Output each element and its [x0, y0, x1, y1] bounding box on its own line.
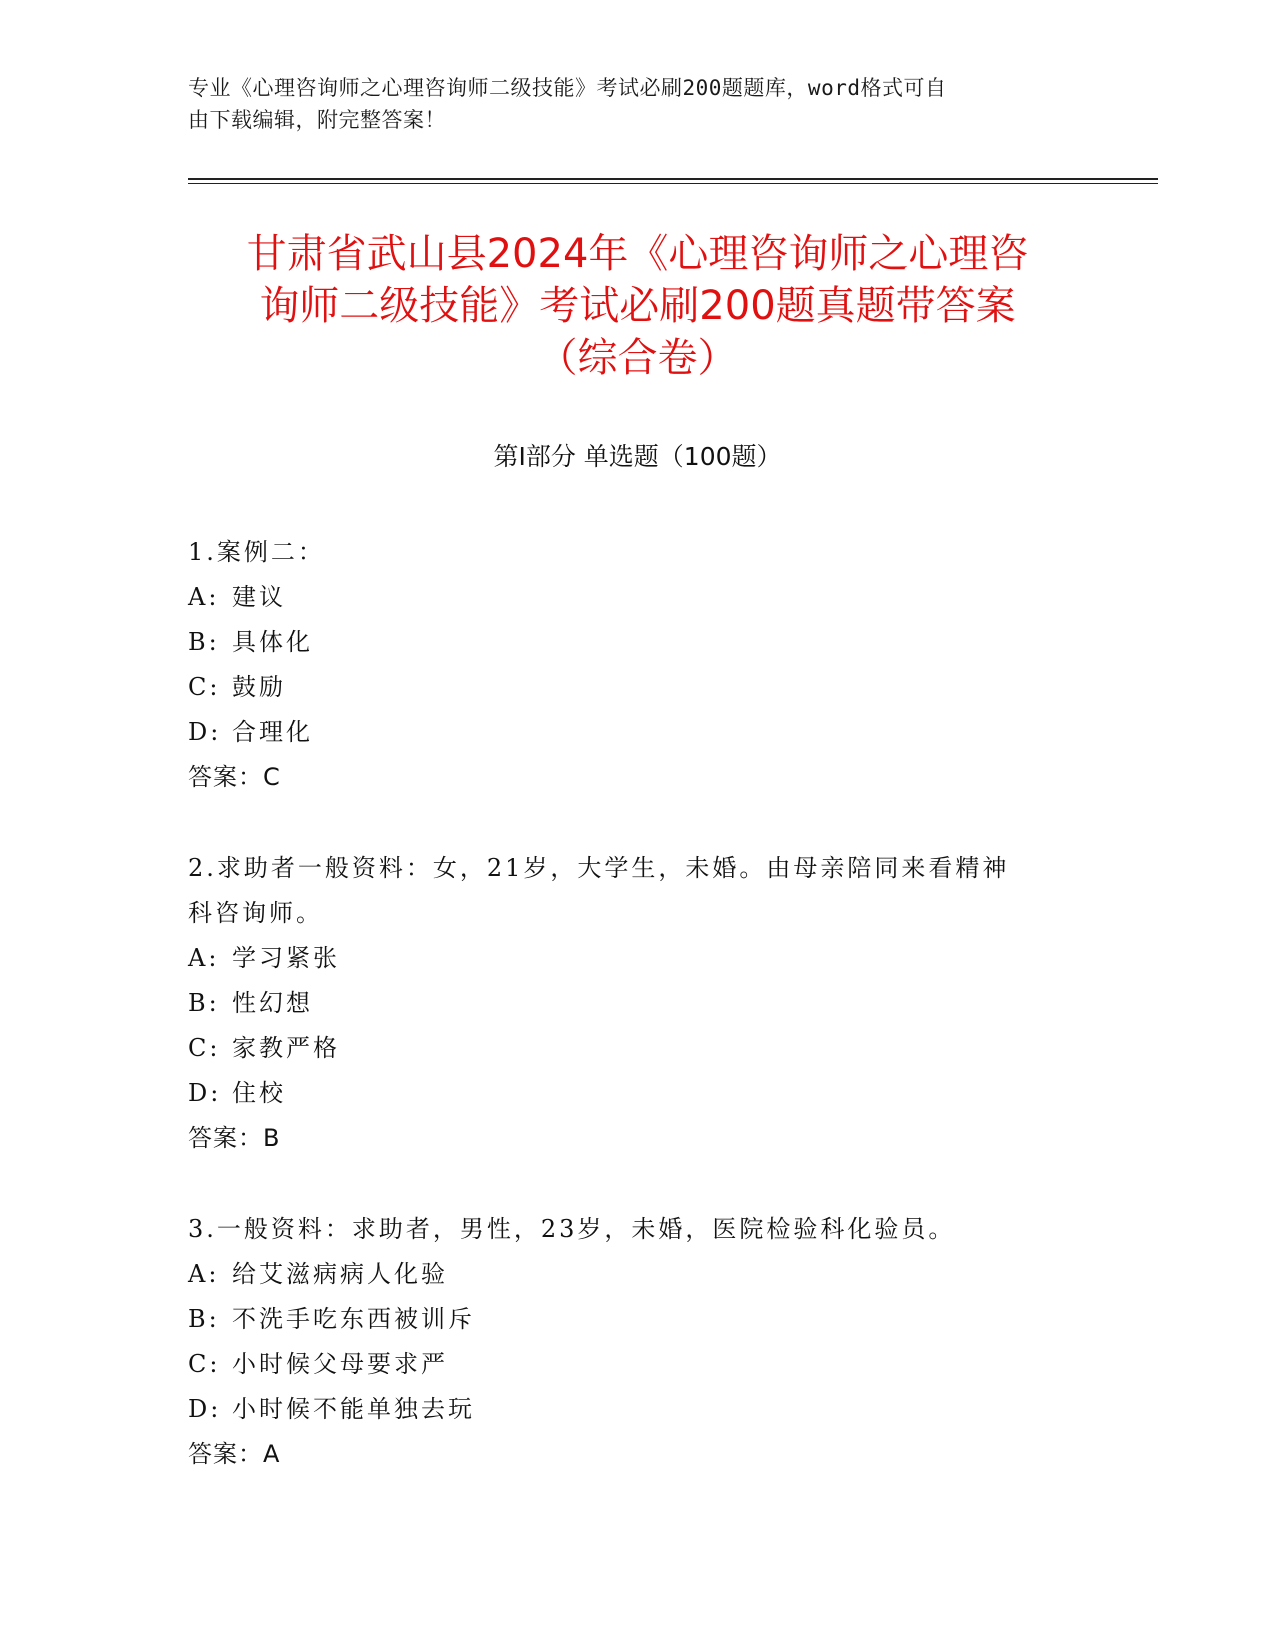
answer: 答案：C: [188, 763, 281, 791]
question-1: [188, 530, 1068, 800]
option-key: B:: [188, 1305, 220, 1333]
option-key: C:: [188, 1034, 221, 1062]
document-title: [150, 228, 1125, 384]
option-key: A:: [188, 1260, 220, 1288]
option-text: 不洗手吃东西被训斥: [232, 1305, 475, 1333]
option-d: [188, 1387, 1068, 1432]
option-c: [188, 665, 1068, 710]
option-a: [188, 936, 1068, 981]
option-text: 合理化: [232, 718, 313, 746]
option-b: [188, 981, 1068, 1026]
option-text: 住校: [232, 1079, 286, 1107]
answer: 答案：B: [188, 1124, 281, 1152]
option-key: D:: [188, 718, 222, 746]
option-d: [188, 710, 1068, 755]
header-note-line2: 由下载编辑，附完整答案！: [188, 108, 446, 132]
option-text: 家教严格: [232, 1034, 340, 1062]
section-title: 第Ⅰ部分 单选题（100题）: [493, 442, 782, 471]
option-text: 小时候不能单独去玩: [232, 1395, 475, 1423]
option-d: [188, 1071, 1068, 1116]
option-key: B:: [188, 628, 220, 656]
option-key: B:: [188, 989, 220, 1017]
option-b: [188, 620, 1068, 665]
question-2: [188, 846, 1068, 1161]
option-b: [188, 1297, 1068, 1342]
option-key: A:: [188, 944, 220, 972]
question-stem: 2.求助者一般资料：女，21岁，大学生，未婚。由母亲陪同来看精神: [188, 854, 1010, 882]
title-line3: （综合卷）: [537, 335, 738, 381]
option-text: 建议: [232, 583, 286, 611]
question-list: [188, 530, 1068, 1523]
answer: 答案：A: [188, 1440, 281, 1468]
option-key: C:: [188, 1350, 221, 1378]
question-stem: 3.一般资料：求助者，男性，23岁，未婚，医院检验科化验员。: [188, 1215, 956, 1243]
question-stem: 1.案例二：: [188, 538, 325, 566]
option-c: [188, 1026, 1068, 1071]
question-stem-continued: 科咨询师。: [188, 899, 323, 927]
option-c: [188, 1342, 1068, 1387]
option-text: 给艾滋病病人化验: [232, 1260, 448, 1288]
option-key: A:: [188, 583, 220, 611]
header-divider-thick: [188, 178, 1158, 180]
option-a: [188, 1252, 1068, 1297]
option-key: C:: [188, 673, 221, 701]
option-key: D:: [188, 1079, 222, 1107]
option-a: [188, 575, 1068, 620]
question-3: [188, 1207, 1068, 1477]
option-text: 鼓励: [232, 673, 286, 701]
header-note: [188, 72, 1068, 136]
option-text: 学习紧张: [232, 944, 340, 972]
option-text: 具体化: [232, 628, 313, 656]
option-text: 性幻想: [232, 989, 313, 1017]
option-text: 小时候父母要求严: [232, 1350, 448, 1378]
header-divider-thin: [188, 183, 1158, 184]
header-note-line1: 专业《心理咨询师之心理咨询师二级技能》考试必刷200题题库，word格式可自: [188, 76, 947, 100]
option-key: D:: [188, 1395, 222, 1423]
title-line1: 甘肃省武山县2024年《心理咨询师之心理咨: [246, 231, 1029, 277]
title-line2: 询师二级技能》考试必刷200题真题带答案: [259, 283, 1016, 329]
